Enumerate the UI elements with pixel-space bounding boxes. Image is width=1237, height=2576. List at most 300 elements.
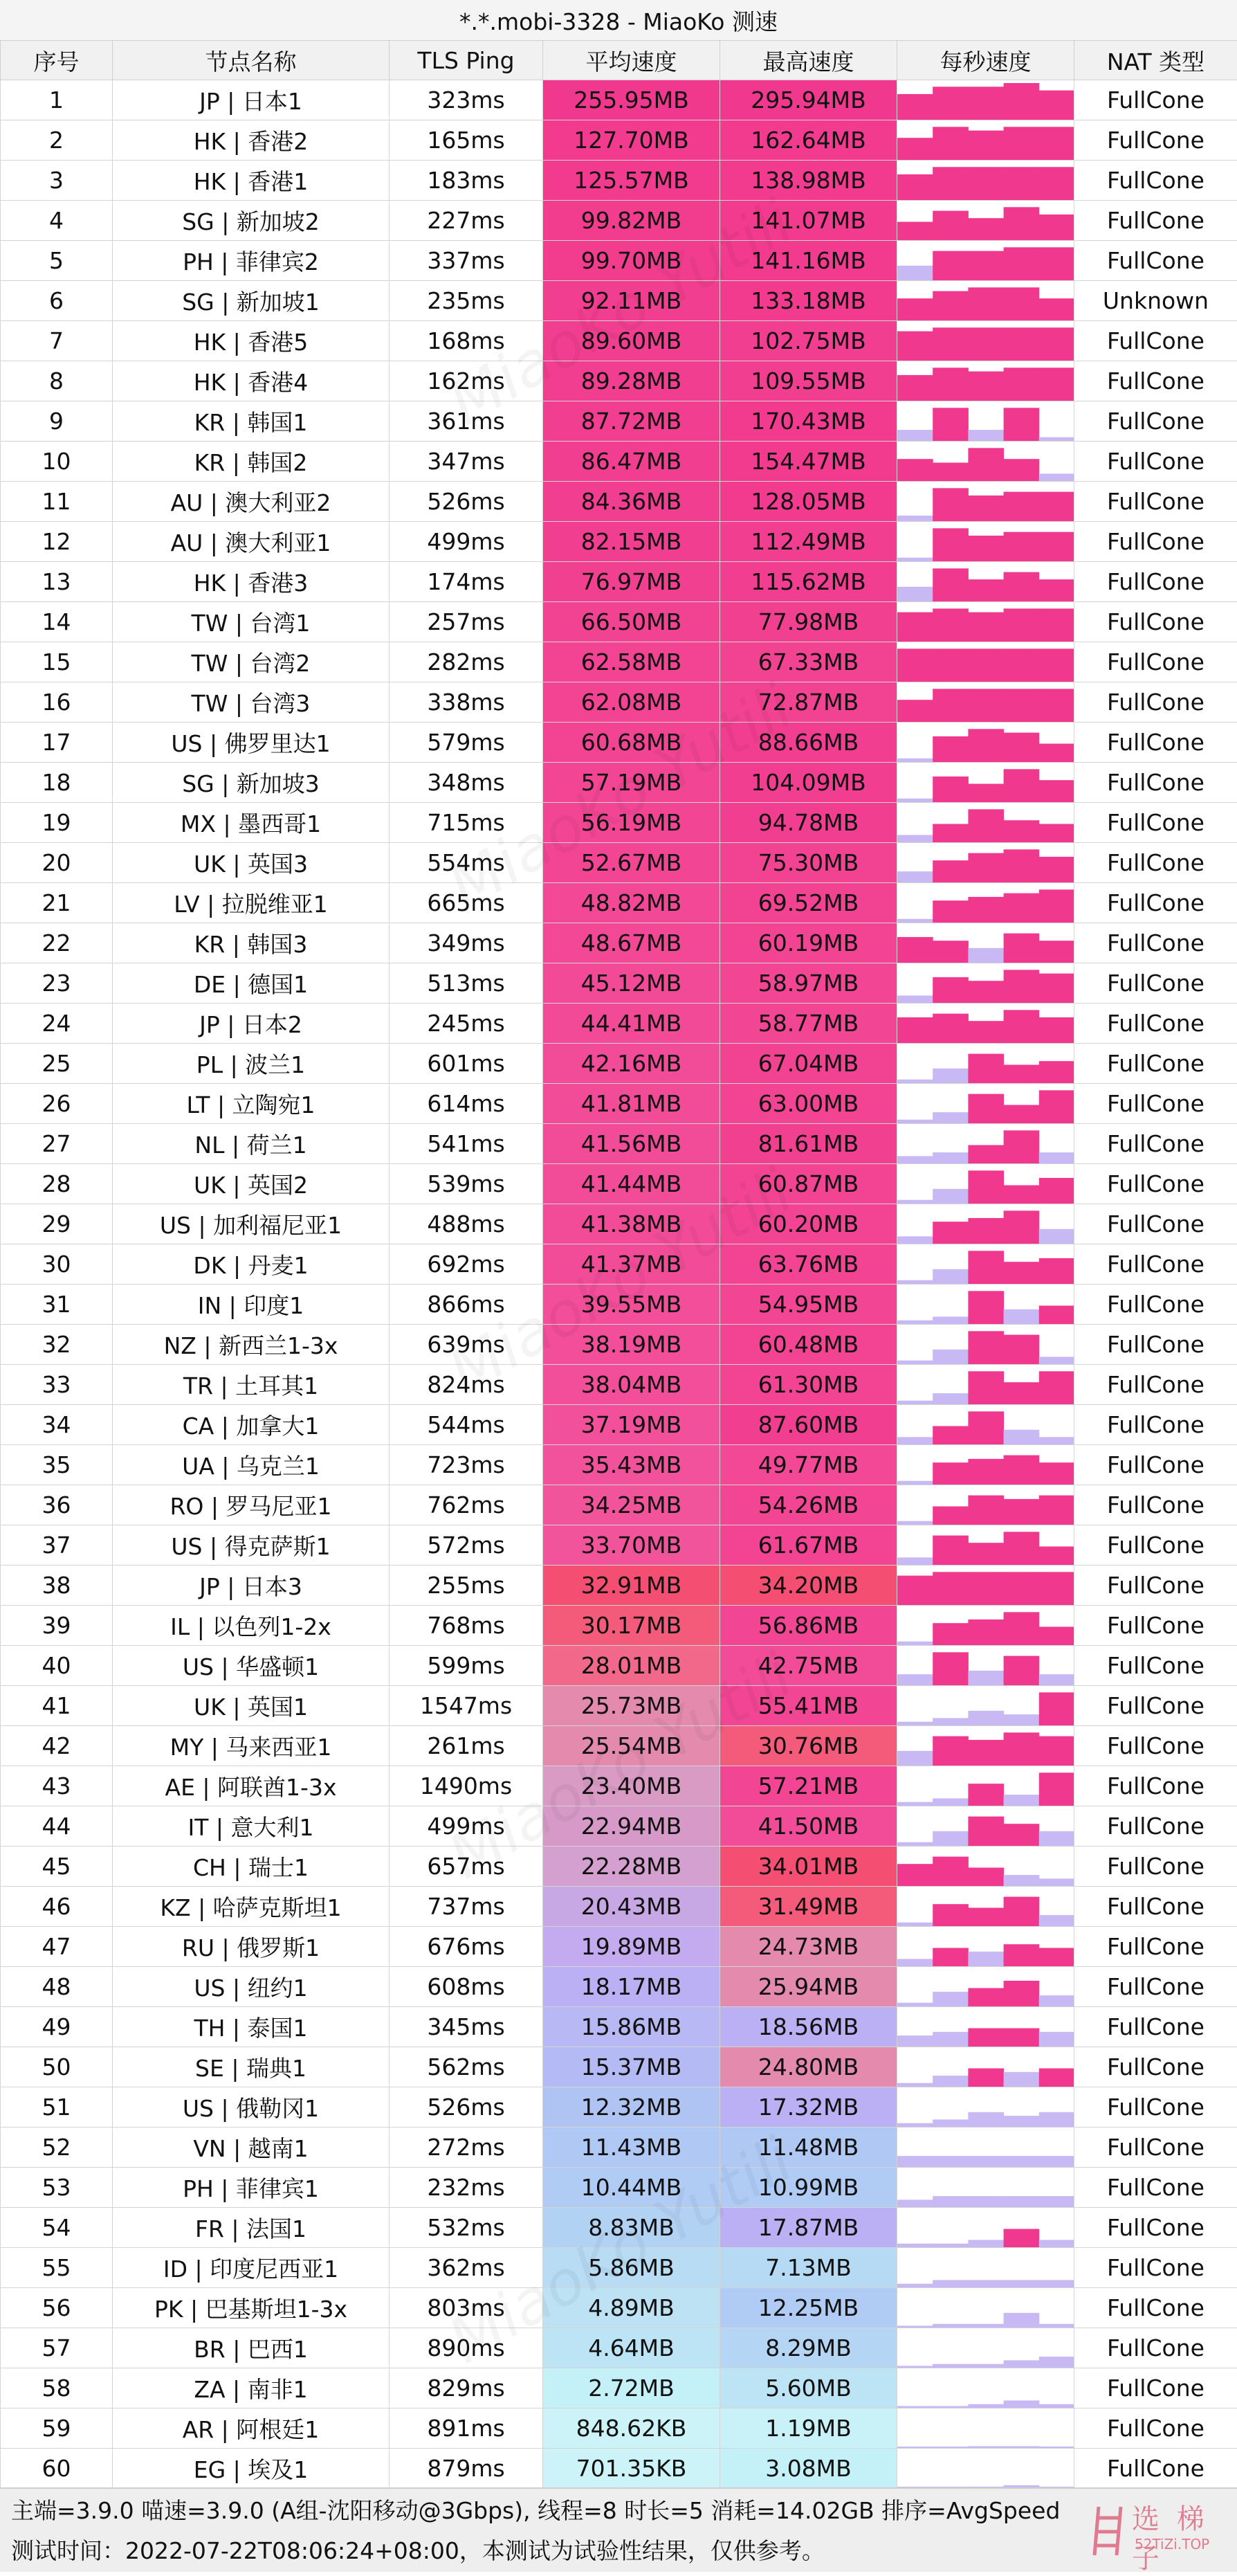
- per-second-bar: [1004, 1186, 1040, 1204]
- row-node-name: PK | 巴基斯坦1-3x: [113, 2288, 390, 2328]
- row-nat-type: FullCone: [1074, 963, 1237, 1004]
- table-row: [1, 2328, 1237, 2368]
- per-second-bar: [1039, 2280, 1074, 2287]
- per-second-bar: [1004, 2156, 1040, 2167]
- per-second-bar: [968, 1021, 1004, 1043]
- row-nat-type: Unknown: [1074, 281, 1237, 321]
- row-avg-speed: 38.04MB: [543, 1365, 720, 1405]
- row-index: 14: [1, 602, 113, 642]
- row-per-second-speed: [897, 161, 1074, 201]
- per-second-sparkline: [897, 482, 1074, 521]
- per-second-sparkline: [897, 1365, 1074, 1404]
- per-second-bar: [1039, 1627, 1074, 1646]
- row-node-name: KZ | 哈萨克斯坦1: [113, 1887, 390, 1927]
- per-second-sparkline: [897, 1646, 1074, 1685]
- per-second-sparkline: [897, 361, 1074, 401]
- table-row: [1, 80, 1237, 120]
- row-nat-type: FullCone: [1074, 1325, 1237, 1365]
- table-row: [1, 321, 1237, 361]
- row-tls-ping: 235ms: [390, 281, 543, 321]
- per-second-bar: [897, 1156, 933, 1163]
- per-second-sparkline: [897, 201, 1074, 240]
- row-max-speed: 54.95MB: [720, 1285, 897, 1325]
- row-nat-type: FullCone: [1074, 321, 1237, 361]
- row-index: 5: [1, 241, 113, 281]
- per-second-bar: [933, 736, 969, 762]
- row-avg-speed: 25.54MB: [543, 1726, 720, 1766]
- per-second-bar: [968, 87, 1004, 120]
- per-second-bar: [1039, 2112, 1074, 2127]
- row-max-speed: 18.56MB: [720, 2007, 897, 2047]
- row-tls-ping: 272ms: [390, 2128, 543, 2168]
- per-second-bar: [933, 2447, 969, 2448]
- row-nat-type: FullCone: [1074, 1004, 1237, 1044]
- row-max-speed: 112.49MB: [720, 522, 897, 562]
- row-avg-speed: 41.56MB: [543, 1124, 720, 1164]
- row-nat-type: FullCone: [1074, 2047, 1237, 2087]
- row-nat-type: FullCone: [1074, 1566, 1237, 1606]
- per-second-bar: [1004, 934, 1040, 963]
- row-tls-ping: 737ms: [390, 1887, 543, 1927]
- per-second-bar: [968, 2240, 1004, 2247]
- row-nat-type: FullCone: [1074, 2368, 1237, 2409]
- per-second-bar: [968, 579, 1004, 601]
- per-second-bar: [1039, 1229, 1074, 1244]
- row-per-second-speed: [897, 1806, 1074, 1847]
- row-max-speed: 128.05MB: [720, 482, 897, 522]
- per-second-sparkline: [897, 2208, 1074, 2247]
- per-second-bar: [933, 251, 969, 280]
- per-second-sparkline: [897, 2128, 1074, 2167]
- per-second-sparkline: [897, 1726, 1074, 1766]
- row-per-second-speed: [897, 80, 1074, 120]
- per-second-bar: [933, 2244, 969, 2247]
- row-max-speed: 58.77MB: [720, 1004, 897, 1044]
- row-index: 26: [1, 1084, 113, 1124]
- row-max-speed: 94.78MB: [720, 803, 897, 843]
- row-nat-type: FullCone: [1074, 1124, 1237, 1164]
- row-per-second-speed: [897, 1204, 1074, 1244]
- row-index: 6: [1, 281, 113, 321]
- row-node-name: UK | 英国1: [113, 1686, 390, 1726]
- per-second-sparkline: [897, 281, 1074, 320]
- row-avg-speed: 41.44MB: [543, 1164, 720, 1204]
- per-second-sparkline: [897, 2409, 1074, 2448]
- per-second-bar: [968, 1952, 1004, 1966]
- row-max-speed: 138.98MB: [720, 161, 897, 201]
- row-index: 2: [1, 120, 113, 161]
- row-node-name: IL | 以色列1-2x: [113, 1606, 390, 1646]
- row-tls-ping: 554ms: [390, 843, 543, 883]
- row-avg-speed: 10.44MB: [543, 2168, 720, 2208]
- per-second-bar: [1004, 1210, 1040, 1244]
- row-nat-type: FullCone: [1074, 2208, 1237, 2248]
- per-second-bar: [933, 1189, 969, 1204]
- table-row: [1, 2087, 1237, 2128]
- per-second-bar: [1004, 608, 1040, 642]
- per-second-bar: [1004, 83, 1040, 120]
- per-second-bar: [933, 689, 969, 722]
- per-second-sparkline: [897, 2248, 1074, 2287]
- per-second-bar: [1004, 894, 1040, 923]
- row-avg-speed: 56.19MB: [543, 803, 720, 843]
- row-index: 4: [1, 201, 113, 241]
- row-tls-ping: 665ms: [390, 883, 543, 923]
- per-second-bar: [897, 1481, 933, 1485]
- per-second-bar: [897, 1521, 933, 1525]
- row-avg-speed: 57.19MB: [543, 763, 720, 803]
- table-row: [1, 1766, 1237, 1806]
- page-title: *.*.mobi-3328 - MiaoKo 测速: [0, 0, 1237, 42]
- row-nat-type: FullCone: [1074, 80, 1237, 120]
- per-second-bar: [1039, 437, 1074, 441]
- per-second-sparkline: [897, 1244, 1074, 1284]
- row-node-name: KR | 韩国1: [113, 401, 390, 442]
- row-node-name: SG | 新加坡3: [113, 763, 390, 803]
- per-second-sparkline: [897, 883, 1074, 923]
- per-second-sparkline: [897, 2288, 1074, 2328]
- row-tls-ping: 362ms: [390, 2248, 543, 2288]
- per-second-bar: [1039, 941, 1074, 963]
- per-second-sparkline: [897, 843, 1074, 882]
- per-second-bar: [1004, 368, 1040, 401]
- row-node-name: CH | 瑞士1: [113, 1847, 390, 1887]
- per-second-bar: [897, 995, 933, 1003]
- table-row: [1, 602, 1237, 642]
- row-node-name: KR | 韩国3: [113, 923, 390, 963]
- per-second-bar: [1039, 1258, 1074, 1284]
- row-avg-speed: 82.15MB: [543, 522, 720, 562]
- row-nat-type: FullCone: [1074, 763, 1237, 803]
- per-second-bar: [1039, 1878, 1074, 1886]
- row-nat-type: FullCone: [1074, 1525, 1237, 1566]
- row-max-speed: 154.47MB: [720, 442, 897, 482]
- per-second-bar: [1039, 473, 1074, 481]
- per-second-bar: [897, 266, 933, 280]
- per-second-bar: [933, 2324, 969, 2328]
- row-max-speed: 31.49MB: [720, 1887, 897, 1927]
- per-second-bar: [1004, 1065, 1040, 1084]
- per-second-sparkline: [897, 1124, 1074, 1163]
- per-second-bar: [897, 1080, 933, 1083]
- table-row: [1, 1606, 1237, 1646]
- row-per-second-speed: [897, 2248, 1074, 2288]
- row-node-name: TH | 泰国1: [113, 2007, 390, 2047]
- col-header-avg-speed: 平均速度: [543, 41, 720, 80]
- per-second-bar: [1004, 1532, 1040, 1565]
- per-second-bar: [968, 430, 1004, 441]
- col-header-tls-ping: TLS Ping: [390, 41, 543, 80]
- row-avg-speed: 2.72MB: [543, 2368, 720, 2409]
- per-second-bar: [1039, 2324, 1074, 2328]
- row-per-second-speed: [897, 2449, 1074, 2489]
- per-second-bar: [933, 1316, 969, 1324]
- row-avg-speed: 44.41MB: [543, 1004, 720, 1044]
- row-tls-ping: 879ms: [390, 2449, 543, 2489]
- per-second-bar: [968, 167, 1004, 200]
- per-second-bar: [933, 2119, 969, 2127]
- per-second-bar: [897, 1321, 933, 1324]
- per-second-sparkline: [897, 1686, 1074, 1725]
- row-max-speed: 34.20MB: [720, 1566, 897, 1606]
- row-per-second-speed: [897, 1927, 1074, 1967]
- row-per-second-speed: [897, 2409, 1074, 2449]
- row-per-second-speed: [897, 2128, 1074, 2168]
- row-index: 29: [1, 1204, 113, 1244]
- row-per-second-speed: [897, 1766, 1074, 1806]
- per-second-bar: [897, 937, 933, 963]
- row-nat-type: FullCone: [1074, 442, 1237, 482]
- row-index: 3: [1, 161, 113, 201]
- per-second-bar: [897, 1674, 933, 1685]
- per-second-bar: [933, 1350, 969, 1364]
- row-max-speed: 24.73MB: [720, 1927, 897, 1967]
- row-tls-ping: 599ms: [390, 1646, 543, 1686]
- row-avg-speed: 23.40MB: [543, 1766, 720, 1806]
- row-tls-ping: 657ms: [390, 1847, 543, 1887]
- per-second-bar: [1039, 1178, 1074, 1204]
- per-second-bar: [1039, 368, 1074, 401]
- row-index: 30: [1, 1244, 113, 1285]
- row-per-second-speed: [897, 1405, 1074, 1445]
- row-index: 21: [1, 883, 113, 923]
- per-second-bar: [1039, 2196, 1074, 2207]
- row-tls-ping: 337ms: [390, 241, 543, 281]
- table-row: [1, 1164, 1237, 1204]
- per-second-sparkline: [897, 1887, 1074, 1926]
- row-avg-speed: 99.70MB: [543, 241, 720, 281]
- table-row: [1, 1084, 1237, 1124]
- per-second-bar: [1004, 1499, 1040, 1525]
- per-second-bar: [1039, 2156, 1074, 2167]
- per-second-bar: [968, 2112, 1004, 2127]
- row-index: 34: [1, 1405, 113, 1445]
- row-nat-type: FullCone: [1074, 201, 1237, 241]
- table-row: [1, 2248, 1237, 2288]
- per-second-bar: [897, 174, 933, 200]
- per-second-bar: [1004, 820, 1040, 842]
- per-second-bar: [933, 2196, 969, 2207]
- row-nat-type: FullCone: [1074, 2128, 1237, 2168]
- per-second-bar: [933, 2364, 969, 2368]
- row-nat-type: FullCone: [1074, 241, 1237, 281]
- per-second-bar: [1039, 2447, 1074, 2448]
- row-per-second-speed: [897, 482, 1074, 522]
- row-index: 17: [1, 723, 113, 763]
- row-per-second-speed: [897, 442, 1074, 482]
- per-second-bar: [933, 463, 969, 482]
- per-second-bar: [1039, 824, 1074, 843]
- row-per-second-speed: [897, 1646, 1074, 1686]
- row-max-speed: 41.50MB: [720, 1806, 897, 1847]
- row-index: 55: [1, 2248, 113, 2288]
- row-index: 23: [1, 963, 113, 1004]
- per-second-bar: [1004, 1981, 1040, 2006]
- per-second-bar: [1039, 1496, 1074, 1525]
- row-tls-ping: 345ms: [390, 2007, 543, 2047]
- row-node-name: NL | 荷兰1: [113, 1124, 390, 1164]
- per-second-bar: [1039, 1371, 1074, 1404]
- row-tls-ping: 723ms: [390, 1445, 543, 1485]
- per-second-bar: [1039, 689, 1074, 722]
- per-second-sparkline: [897, 1566, 1074, 1605]
- row-index: 45: [1, 1847, 113, 1887]
- row-tls-ping: 361ms: [390, 401, 543, 442]
- row-avg-speed: 4.64MB: [543, 2328, 720, 2368]
- per-second-bar: [933, 1831, 969, 1846]
- row-tls-ping: 824ms: [390, 1365, 543, 1405]
- per-second-sparkline: [897, 442, 1074, 481]
- table-row: [1, 1285, 1237, 1325]
- row-avg-speed: 30.17MB: [543, 1606, 720, 1646]
- row-per-second-speed: [897, 1887, 1074, 1927]
- per-second-bar: [968, 251, 1004, 280]
- table-row: [1, 843, 1237, 883]
- per-second-bar: [1039, 91, 1074, 120]
- per-second-bar: [1004, 769, 1040, 802]
- row-max-speed: 104.09MB: [720, 763, 897, 803]
- row-per-second-speed: [897, 2007, 1074, 2047]
- row-max-speed: 60.19MB: [720, 923, 897, 963]
- table-row: [1, 682, 1237, 723]
- table-row: [1, 2128, 1237, 2168]
- row-tls-ping: 829ms: [390, 2368, 543, 2409]
- per-second-bar: [1039, 1995, 1074, 2006]
- per-second-bar: [1004, 733, 1040, 762]
- per-second-bar: [933, 2280, 969, 2287]
- logo-subtext: 52TiZi.TOP: [1135, 2536, 1209, 2552]
- row-tls-ping: 174ms: [390, 562, 543, 602]
- row-avg-speed: 37.19MB: [543, 1405, 720, 1445]
- per-second-bar: [1004, 1656, 1040, 1685]
- per-second-bar: [1004, 2360, 1040, 2368]
- row-tls-ping: 261ms: [390, 1726, 543, 1766]
- table-row: [1, 1686, 1237, 1726]
- row-avg-speed: 35.43MB: [543, 1445, 720, 1485]
- per-second-bar: [968, 2446, 1004, 2448]
- row-index: 16: [1, 682, 113, 723]
- row-tls-ping: 245ms: [390, 1004, 543, 1044]
- footer-meta: 主端=3.9.0 喵速=3.9.0 (A组-沈阳移动@3Gbps), 线程=8 时长=5 消耗=14.02GB 排序=AvgSpeed: [11, 2493, 1060, 2525]
- row-avg-speed: 19.89MB: [543, 1927, 720, 1967]
- row-per-second-speed: [897, 2328, 1074, 2368]
- row-max-speed: 17.87MB: [720, 2208, 897, 2248]
- row-index: 22: [1, 923, 113, 963]
- row-per-second-speed: [897, 1044, 1074, 1084]
- table-row: [1, 522, 1237, 562]
- per-second-bar: [968, 981, 1004, 1003]
- per-second-bar: [1004, 2446, 1040, 2448]
- row-tls-ping: 891ms: [390, 2409, 543, 2449]
- row-tls-ping: 601ms: [390, 1044, 543, 1084]
- row-per-second-speed: [897, 241, 1074, 281]
- row-tls-ping: 890ms: [390, 2328, 543, 2368]
- per-second-bar: [1004, 1382, 1040, 1404]
- per-second-bar: [933, 1948, 969, 1967]
- table-row: [1, 482, 1237, 522]
- per-second-bar: [968, 1988, 1004, 2007]
- per-second-bar: [897, 222, 933, 241]
- row-tls-ping: 183ms: [390, 161, 543, 201]
- per-second-sparkline: [897, 2449, 1074, 2488]
- row-index: 36: [1, 1485, 113, 1525]
- per-second-sparkline: [897, 241, 1074, 280]
- row-per-second-speed: [897, 401, 1074, 442]
- table-row: [1, 883, 1237, 923]
- per-second-bar: [897, 2284, 933, 2287]
- per-second-bar: [968, 1496, 1004, 1525]
- table-row: [1, 1927, 1237, 1967]
- table-row: [1, 1485, 1237, 1525]
- row-node-name: HK | 香港3: [113, 562, 390, 602]
- per-second-bar: [1004, 127, 1040, 160]
- per-second-bar: [897, 2199, 933, 2207]
- table-row: [1, 642, 1237, 682]
- per-second-bar: [1004, 1335, 1040, 1364]
- row-max-speed: 141.16MB: [720, 241, 897, 281]
- per-second-bar: [933, 2076, 969, 2087]
- row-nat-type: FullCone: [1074, 1485, 1237, 1525]
- per-second-bar: [968, 897, 1004, 923]
- per-second-bar: [933, 977, 969, 1003]
- row-index: 60: [1, 2449, 113, 2489]
- row-max-speed: 67.33MB: [720, 642, 897, 682]
- row-nat-type: FullCone: [1074, 1726, 1237, 1766]
- row-max-speed: 115.62MB: [720, 562, 897, 602]
- row-per-second-speed: [897, 843, 1074, 883]
- per-second-bar: [968, 327, 1004, 361]
- row-nat-type: FullCone: [1074, 562, 1237, 602]
- per-second-bar: [897, 2406, 933, 2408]
- row-avg-speed: 48.67MB: [543, 923, 720, 963]
- row-avg-speed: 41.38MB: [543, 1204, 720, 1244]
- row-max-speed: 54.26MB: [720, 1485, 897, 1525]
- table-row: [1, 1405, 1237, 1445]
- per-second-bar: [1004, 572, 1040, 601]
- per-second-bar: [897, 516, 933, 521]
- row-node-name: JP | 日本2: [113, 1004, 390, 1044]
- row-tls-ping: 227ms: [390, 201, 543, 241]
- row-node-name: MY | 马来西亚1: [113, 1726, 390, 1766]
- row-tls-ping: 1490ms: [390, 1766, 543, 1806]
- row-per-second-speed: [897, 562, 1074, 602]
- row-node-name: PH | 菲律宾1: [113, 2168, 390, 2208]
- row-tls-ping: 608ms: [390, 1967, 543, 2007]
- per-second-bar: [1039, 2069, 1074, 2087]
- per-second-bar: [897, 799, 933, 802]
- per-second-bar: [1039, 1772, 1074, 1806]
- per-second-bar: [968, 1868, 1004, 1887]
- row-index: 52: [1, 2128, 113, 2168]
- per-second-bar: [968, 372, 1004, 401]
- row-max-speed: 57.21MB: [720, 1766, 897, 1806]
- row-nat-type: FullCone: [1074, 482, 1237, 522]
- row-node-name: NZ | 新西兰1-3x: [113, 1325, 390, 1365]
- row-max-speed: 30.76MB: [720, 1726, 897, 1766]
- per-second-bar: [968, 1054, 1004, 1083]
- per-second-bar: [968, 2404, 1004, 2408]
- per-second-sparkline: [897, 1325, 1074, 1364]
- per-second-bar: [1039, 1915, 1074, 1926]
- per-second-bar: [1039, 327, 1074, 361]
- row-node-name: AR | 阿根廷1: [113, 2409, 390, 2449]
- per-second-bar: [1039, 1090, 1074, 1123]
- per-second-sparkline: [897, 1084, 1074, 1123]
- per-second-bar: [1039, 167, 1074, 200]
- row-index: 54: [1, 2208, 113, 2248]
- row-max-speed: 81.61MB: [720, 1124, 897, 1164]
- per-second-bar: [897, 871, 933, 882]
